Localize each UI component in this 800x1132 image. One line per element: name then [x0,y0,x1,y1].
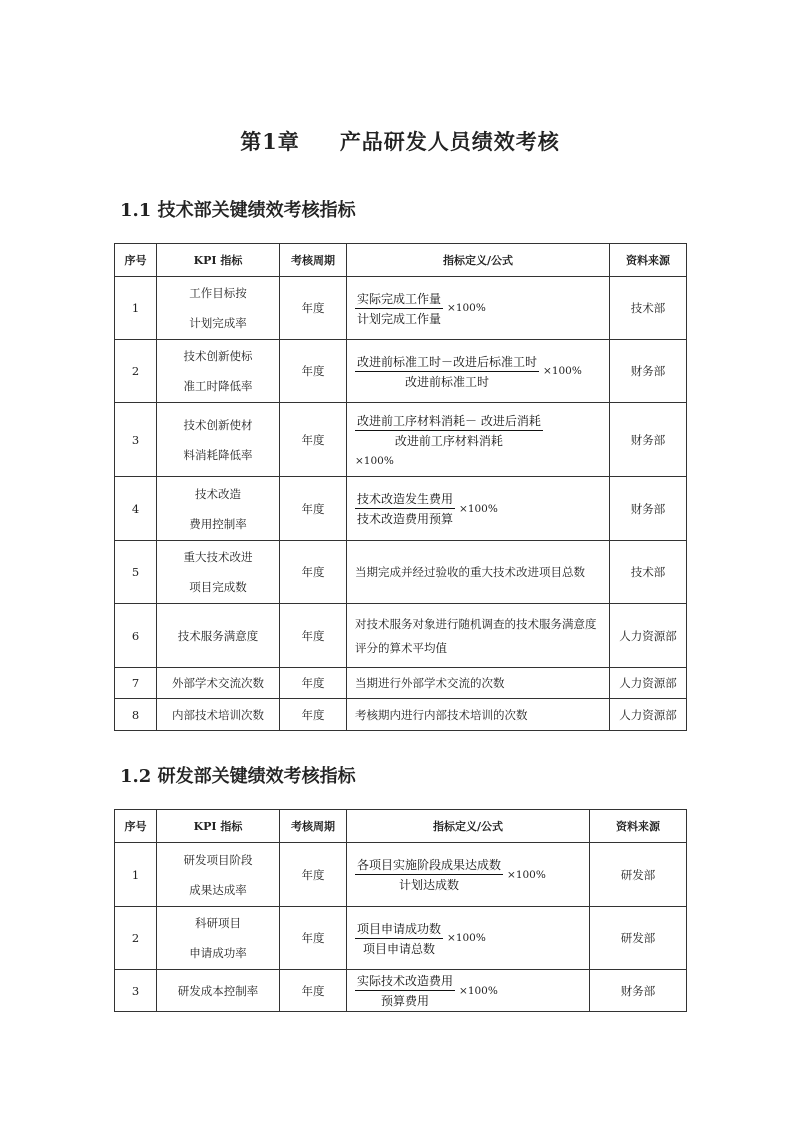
row-kpi: 技术服务满意度 [157,604,280,668]
kpi-line: 重大技术改进 [183,550,253,564]
table-header-row [115,810,687,843]
header-no: 序号 [115,810,157,843]
row-period: 年度 [280,403,347,477]
section-title-tech-dept: 1.1 技术部关键绩效考核指标 [120,200,356,221]
row-formula [347,907,590,970]
row-formula [347,843,590,907]
row-kpi [157,403,280,477]
kpi-table-tech-dept [114,243,687,731]
kpi-line: 准工时降低率 [183,379,253,393]
multiplier: ×100% [459,984,498,997]
table-header-row [115,244,687,277]
fraction [355,856,503,893]
header-period: 考核周期 [280,810,347,843]
header-source: 资料来源 [610,244,687,277]
row-period: 年度 [280,668,347,699]
fraction [355,920,443,957]
header-no: 序号 [115,244,157,277]
numerator: 实际完成工作量 [355,290,443,309]
row-no: 3 [115,403,157,477]
row-definition: 当期完成并经过验收的重大技术改进项目总数 [347,541,610,604]
row-period: 年度 [280,277,347,340]
row-period: 年度 [280,604,347,668]
row-no: 1 [115,843,157,907]
multiplier: ×100% [459,502,498,515]
denominator: 预算费用 [381,994,430,1008]
denominator: 计划达成数 [399,878,460,892]
row-definition: 考核期内进行内部技术培训的次数 [347,699,610,731]
header-period: 考核周期 [280,244,347,277]
row-period: 年度 [280,477,347,541]
fraction [355,412,543,449]
numerator: 技术改造发生费用 [355,490,455,509]
multiplier: ×100% [507,868,546,881]
kpi-line: 成果达成率 [189,882,247,897]
kpi-line: 技术改造 [195,486,241,501]
denominator: 技术改造费用预算 [357,512,454,526]
row-kpi [157,843,280,907]
row-no: 4 [115,477,157,541]
fraction [355,290,443,327]
row-formula [347,340,610,403]
denominator: 计划完成工作量 [357,311,442,326]
kpi-line: 科研项目 [195,916,241,930]
row-kpi [157,340,280,403]
header-definition: 指标定义/公式 [347,244,610,277]
row-formula [347,970,590,1012]
row-source: 研发部 [590,843,687,907]
row-source: 财务部 [610,477,687,541]
row-source: 人力资源部 [610,604,687,668]
chapter-name: 产品研发人员绩效考核 [339,129,560,154]
row-source: 人力资源部 [610,668,687,699]
chapter-title [0,126,800,156]
row-source: 财务部 [610,340,687,403]
row-kpi: 内部技术培训次数 [157,699,280,731]
row-kpi [157,477,280,541]
row-period: 年度 [280,907,347,970]
kpi-line: 费用控制率 [189,516,247,531]
fraction [355,353,539,390]
table-row [115,403,687,477]
multiplier: ×100% [447,932,486,944]
kpi-line: 计划完成率 [189,316,247,330]
section-title-rd-dept: 1.2 研发部关键绩效考核指标 [120,766,356,787]
row-no: 5 [115,541,157,604]
table-row [115,970,687,1012]
header-source: 资料来源 [590,810,687,843]
kpi-line: 工作目标按 [189,286,247,300]
kpi-line: 项目完成数 [189,580,247,594]
denominator: 改进前工序材料消耗 [394,434,503,448]
row-no: 6 [115,604,157,668]
denominator: 项目申请总数 [363,941,436,956]
row-no: 1 [115,277,157,340]
row-source: 财务部 [590,970,687,1012]
table-row [115,604,687,668]
numerator: 项目申请成功数 [355,920,443,939]
kpi-table-rd-dept [114,809,687,1012]
table-row [115,340,687,403]
table-row [115,541,687,604]
row-no: 3 [115,970,157,1012]
kpi-line: 技术创新使材 [183,417,253,432]
numerator: 各项目实施阶段成果达成数 [355,856,503,875]
row-source: 技术部 [610,541,687,604]
table-row [115,699,687,731]
row-kpi [157,541,280,604]
kpi-line: 研发项目阶段 [183,852,253,867]
table-row [115,907,687,970]
row-no: 8 [115,699,157,731]
numerator: 实际技术改造费用 [355,972,455,991]
row-definition: 当期进行外部学术交流的次数 [347,668,610,699]
row-formula [347,403,610,477]
kpi-line: 料消耗降低率 [183,447,253,462]
numerator: 改进前工序材料消耗－ 改进后消耗 [355,412,543,431]
row-definition: 对技术服务对象进行随机调查的技术服务满意度评分的算术平均值 [347,604,610,668]
table-row [115,477,687,541]
row-period: 年度 [280,970,347,1012]
header-kpi: KPI 指标 [157,810,280,843]
row-source: 财务部 [610,403,687,477]
numerator: 改进前标准工时－改进后标准工时 [355,353,539,372]
row-no: 7 [115,668,157,699]
kpi-line: 申请成功率 [189,946,247,960]
row-formula [347,277,610,340]
row-period: 年度 [280,541,347,604]
row-source: 研发部 [590,907,687,970]
row-no: 2 [115,907,157,970]
row-formula [347,477,610,541]
table-row [115,277,687,340]
table-row [115,843,687,907]
kpi-line: 技术创新使标 [183,349,253,363]
fraction [355,490,455,527]
header-definition: 指标定义/公式 [347,810,590,843]
row-kpi: 研发成本控制率 [157,970,280,1012]
row-period: 年度 [280,699,347,731]
multiplier: ×100% [355,455,394,467]
multiplier: ×100% [543,365,582,377]
row-kpi [157,907,280,970]
row-period: 年度 [280,340,347,403]
header-kpi: KPI 指标 [157,244,280,277]
chapter-number: 第1章 [240,129,300,154]
row-kpi [157,277,280,340]
table-row [115,668,687,699]
row-source: 技术部 [610,277,687,340]
row-no: 2 [115,340,157,403]
multiplier: ×100% [447,302,486,314]
row-source: 人力资源部 [610,699,687,731]
denominator: 改进前标准工时 [405,374,490,389]
fraction [355,972,455,1009]
row-period: 年度 [280,843,347,907]
row-kpi: 外部学术交流次数 [157,668,280,699]
